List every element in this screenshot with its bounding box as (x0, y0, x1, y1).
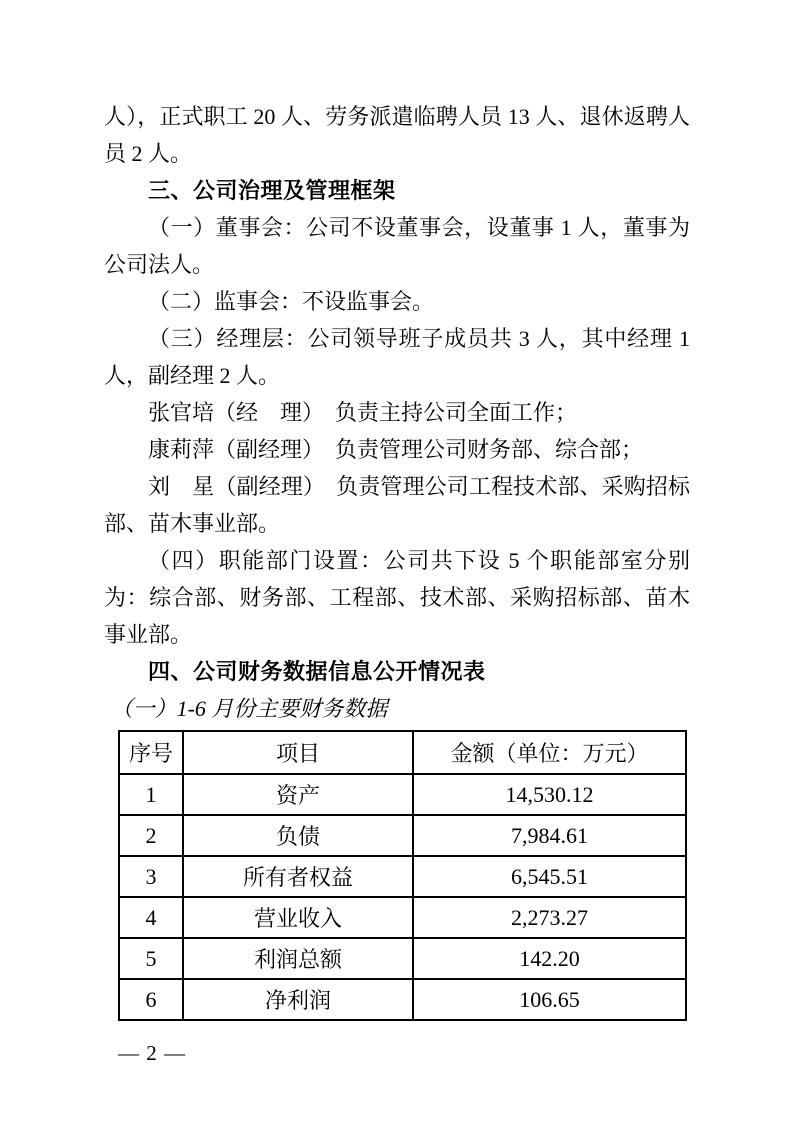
col-header-item: 项目 (183, 731, 413, 774)
cell-amount: 7,984.61 (413, 815, 686, 856)
cell-amount: 2,273.27 (413, 897, 686, 938)
cell-item: 所有者权益 (183, 856, 413, 897)
paragraph-manager-zhang-guanpei: 张官培（经 理） 负责主持公司全面工作； (148, 400, 578, 425)
col-header-amount: 金额（单位：万元） (413, 731, 686, 774)
cell-amount: 6,545.51 (413, 856, 686, 897)
cell-amount: 106.65 (413, 979, 686, 1020)
cell-index: 6 (119, 979, 183, 1020)
paragraph-board-of-directors: （一）董事会：公司不设董事会，设董事 1 人，董事为公司法人。 (104, 215, 690, 277)
cell-item: 营业收入 (183, 897, 413, 938)
cell-index: 4 (119, 897, 183, 938)
paragraph-staff-continuation: 人），正式职工 20 人、劳务派遣临聘人员 13 人、退休返聘人员 2 人。 (104, 104, 690, 166)
page-number: — 2 — (118, 1041, 186, 1065)
document-body (104, 98, 690, 727)
section-heading-governance: 三、公司治理及管理框架 (148, 178, 396, 203)
cell-item: 利润总额 (183, 938, 413, 979)
paragraph-deputy-kang-liping: 康莉萍（副经理） 负责管理公司财务部、综合部； (148, 437, 644, 462)
paragraph-supervisory-board: （二）监事会：不设监事会。 (148, 289, 435, 314)
paragraph-deputy-liu-xing: 刘 星（副经理） 负责管理公司工程技术部、采购招标部、苗木事业部。 (104, 474, 690, 536)
cell-index: 5 (119, 938, 183, 979)
table-header-row (119, 731, 686, 774)
table-row (119, 897, 686, 938)
col-header-index: 序号 (119, 731, 183, 774)
cell-amount: 14,530.12 (413, 774, 686, 815)
table-row (119, 774, 686, 815)
cell-item: 净利润 (183, 979, 413, 1020)
cell-index: 1 (119, 774, 183, 815)
table-row (119, 856, 686, 897)
cell-amount: 142.20 (413, 938, 686, 979)
table-row (119, 979, 686, 1020)
cell-item: 负债 (183, 815, 413, 856)
section-heading-financial-disclosure: 四、公司财务数据信息公开情况表 (148, 659, 486, 684)
cell-index: 3 (119, 856, 183, 897)
subheading-jan-jun-financial-data: （一）1-6 月份主要财务数据 (110, 696, 388, 721)
table-row (119, 938, 686, 979)
table-row (119, 815, 686, 856)
paragraph-management-level: （三）经理层：公司领导班子成员共 3 人，其中经理 1 人，副经理 2 人。 (104, 326, 690, 388)
cell-index: 2 (119, 815, 183, 856)
financial-data-table (118, 730, 687, 1021)
paragraph-functional-departments: （四）职能部门设置：公司共下设 5 个职能部室分别为：综合部、财务部、工程部、技术部、采购招标部、苗木事业部。 (104, 548, 690, 647)
cell-item: 资产 (183, 774, 413, 815)
